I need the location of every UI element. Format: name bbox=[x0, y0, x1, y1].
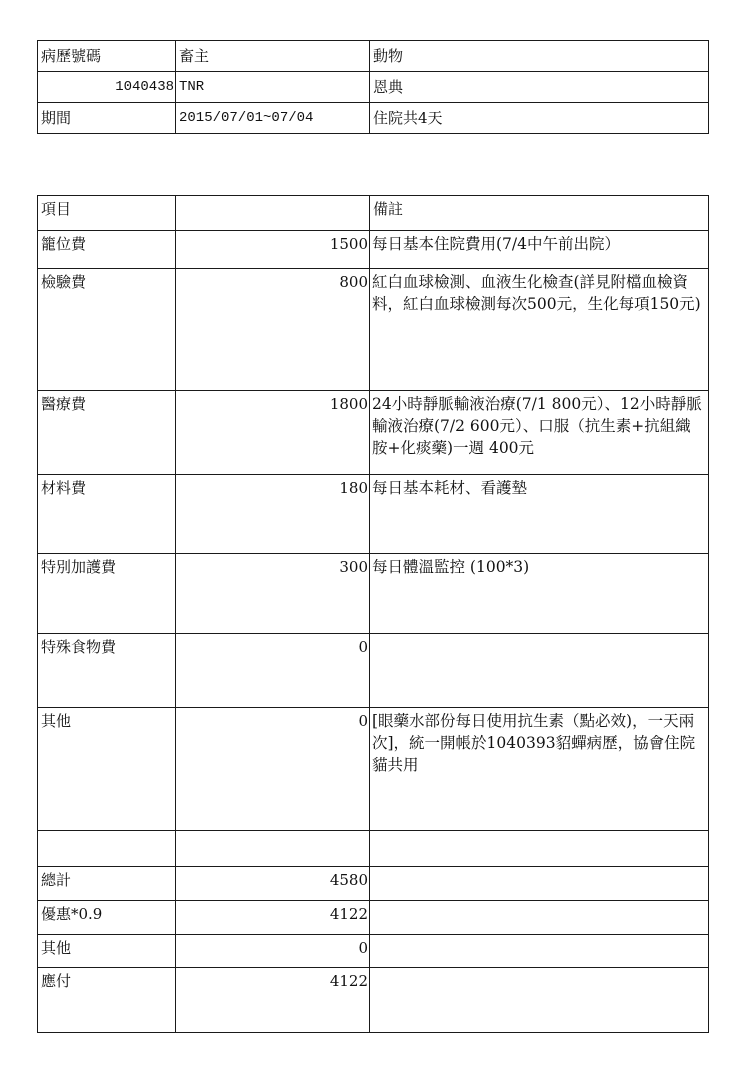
owner-value: TNR bbox=[176, 72, 370, 103]
total-row bbox=[38, 867, 709, 901]
fee-header-row bbox=[38, 196, 709, 231]
animal-header: 動物 bbox=[370, 41, 709, 72]
fee-row-other bbox=[38, 708, 709, 831]
animal-value: 恩典 bbox=[370, 72, 709, 103]
fee-row-blank bbox=[38, 831, 709, 867]
fee-item: 醫療費 bbox=[38, 391, 176, 475]
discount-row bbox=[38, 901, 709, 935]
fee-note: 每日基本耗材、看護墊 bbox=[370, 475, 709, 554]
info-period-row bbox=[38, 103, 709, 134]
fee-item bbox=[38, 831, 176, 867]
discount-note bbox=[370, 901, 709, 935]
fee-row-medical bbox=[38, 391, 709, 475]
discount-amount: 4122 bbox=[176, 901, 370, 935]
fee-amount: 180 bbox=[176, 475, 370, 554]
fee-note: 每日體溫監控 (100*3) bbox=[370, 554, 709, 634]
fee-row-special-care bbox=[38, 554, 709, 634]
payable-note bbox=[370, 968, 709, 1033]
amount-header bbox=[176, 196, 370, 231]
fee-note: 每日基本住院費用(7/4中午前出院） bbox=[370, 231, 709, 269]
fee-item: 材料費 bbox=[38, 475, 176, 554]
fee-note: 24小時靜脈輸液治療(7/1 800元）、12小時靜脈輸液治療(7/2 600元）、口服（抗生素+抗組織胺+化痰藥)一週 400元 bbox=[370, 391, 709, 475]
fee-note bbox=[370, 634, 709, 708]
fee-row-material bbox=[38, 475, 709, 554]
fee-amount: 1800 bbox=[176, 391, 370, 475]
fee-amount: 300 bbox=[176, 554, 370, 634]
fee-amount: 1500 bbox=[176, 231, 370, 269]
fee-note bbox=[370, 831, 709, 867]
item-header: 項目 bbox=[38, 196, 176, 231]
total-note bbox=[370, 867, 709, 901]
other-total-row bbox=[38, 935, 709, 968]
fee-amount: 0 bbox=[176, 634, 370, 708]
period-label: 期間 bbox=[38, 103, 176, 134]
patient-info-table bbox=[37, 40, 709, 134]
stay-duration: 住院共4天 bbox=[370, 103, 709, 134]
record-no-value: 1040438 bbox=[38, 72, 176, 103]
payable-label: 應付 bbox=[38, 968, 176, 1033]
record-no-header: 病歷號碼 bbox=[38, 41, 176, 72]
fee-item: 特殊食物費 bbox=[38, 634, 176, 708]
fee-amount: 800 bbox=[176, 269, 370, 391]
fee-item: 籠位費 bbox=[38, 231, 176, 269]
discount-label: 優惠*0.9 bbox=[38, 901, 176, 935]
fee-row-special-food bbox=[38, 634, 709, 708]
info-header-row bbox=[38, 41, 709, 72]
note-header: 備註 bbox=[370, 196, 709, 231]
total-label: 總計 bbox=[38, 867, 176, 901]
payable-row bbox=[38, 968, 709, 1033]
fee-item: 檢驗費 bbox=[38, 269, 176, 391]
fee-note: 紅白血球檢測、血液生化檢查(詳見附檔血檢資料，紅白血球檢測每次500元，生化每項150元) bbox=[370, 269, 709, 391]
fee-table bbox=[37, 195, 709, 1033]
fee-item: 特別加護費 bbox=[38, 554, 176, 634]
other-total-amount: 0 bbox=[176, 935, 370, 968]
other-total-note bbox=[370, 935, 709, 968]
fee-row-lab bbox=[38, 269, 709, 391]
payable-amount: 4122 bbox=[176, 968, 370, 1033]
total-amount: 4580 bbox=[176, 867, 370, 901]
fee-amount: 0 bbox=[176, 708, 370, 831]
fee-row-cage bbox=[38, 231, 709, 269]
info-value-row bbox=[38, 72, 709, 103]
fee-item: 其他 bbox=[38, 708, 176, 831]
owner-header: 畜主 bbox=[176, 41, 370, 72]
other-total-label: 其他 bbox=[38, 935, 176, 968]
fee-note: [眼藥水部份每日使用抗生素（點必效)，一天兩次]，統一開帳於1040393貂蟬病歷，協會住院貓共用 bbox=[370, 708, 709, 831]
period-value: 2015/07/01~07/04 bbox=[176, 103, 370, 134]
fee-amount bbox=[176, 831, 370, 867]
